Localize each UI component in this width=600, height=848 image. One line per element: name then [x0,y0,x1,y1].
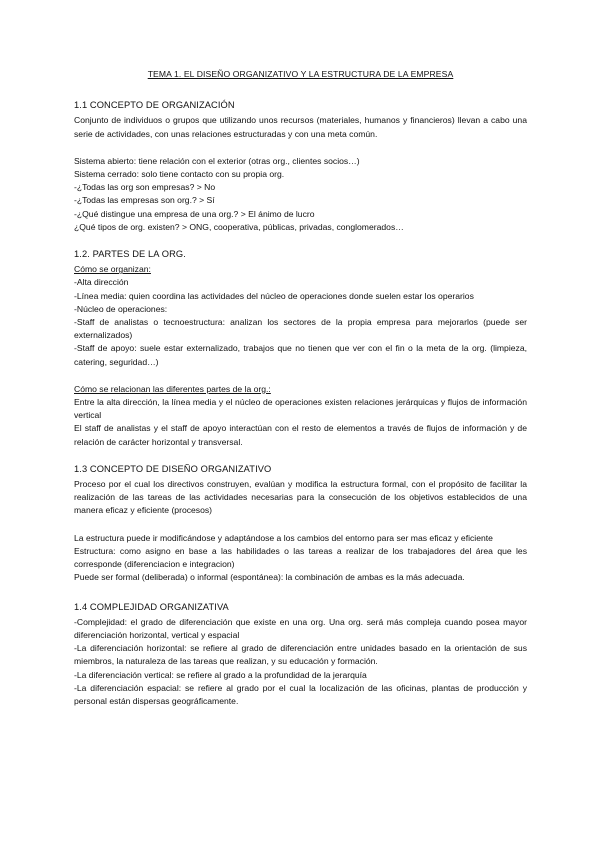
paragraph: Entre la alta dirección, la línea media y el núcleo de operaciones existen relaciones jerárquicas y flujos de información vertical [74,397,527,421]
paragraph: Conjunto de individuos o grupos que utilizando unos recursos (materiales, humanos y financieros) llevan a cabo una serie de actividades, con unas relaciones estructuradas y con una meta común. [74,115,527,139]
section-heading: 1.3 CONCEPTO DE DISEÑO ORGANIZATIVO [74,463,272,474]
text-line: -¿Todas las empresas son org.? > Sí [74,195,215,206]
document-title: TEMA 1. EL DISEÑO ORGANIZATIVO Y LA ESTRUCTURA DE LA EMPRESA [147,69,454,79]
text-line: ¿Qué tipos de org. existen? > ONG, cooperativa, públicas, privadas, conglomerados… [74,221,404,232]
section-partes-org [74,248,527,449]
sub-heading: Cómo se organizan: [74,264,151,275]
section-concepto-organizacion [74,99,527,234]
paragraph: -Staff de analistas o tecnoestructura: analizan los sectores de la propia empresa para mejorarlos (puede ser externalizados) [74,317,527,341]
paragraph: Puede ser formal (deliberada) o informal (espontánea): la combinación de ambas es la más adecuada. [74,572,465,583]
paragraph: La estructura puede ir modificándose y adaptándose a los cambios del entorno para ser mas eficaz y eficiente [74,532,493,543]
paragraph: -Staff de apoyo: suele estar externalizado, trabajos que no tienen que ver con el fin o la meta de la org. (limpieza, catering, seguridad…) [74,343,527,367]
paragraph: Proceso por el cual los directivos construyen, evalúan y modifica la estructura formal, con el propósito de facilitar la realización de las tareas de las actividades necesarias para la consecución de los objetivos establecidos de una manera eficaz y eficiente (procesos) [74,479,527,516]
section-heading: 1.4 COMPLEJIDAD ORGANIZATIVA [74,601,229,612]
text-line: Sistema abierto: tiene relación con el exterior (otras org., clientes socios…) [74,155,360,166]
section-heading: 1.1 CONCEPTO DE ORGANIZACIÓN [74,100,235,111]
sub-heading: Cómo se relacionan las diferentes partes de la org.: [74,383,271,394]
paragraph: El staff de analistas y el staff de apoyo interactúan con el resto de elementos a través de flujos de información y de relación de carácter horizontal y transversal. [74,423,527,447]
text-line: -Núcleo de operaciones: [74,303,168,314]
text-line: -¿Todas las org son empresas? > No [74,182,216,193]
paragraph: -Complejidad: el grado de diferenciación que existe en una org. Una org. será más compleja cuando posea mayor diferenciación horizontal, vertical y espacial [74,616,527,640]
text-line: Sistema cerrado: solo tiene contacto con su propia org. [74,169,285,180]
paragraph: -La diferenciación espacial: se refiere al grado por el cual la localización de las oficinas, plantas de producción y personal están dispersas geográficamente. [74,682,527,706]
paragraph: -Línea media: quien coordina las actividades del núcleo de operaciones donde suelen estar los operarios [74,290,474,301]
document-body [74,68,527,708]
paragraph: Estructura: como asigno en base a las habilidades o las tareas a realizar de los trabajadores del área que les corresponde (diferenciacion e integracion) [74,545,527,570]
paragraph: -La diferenciación horizontal: se refiere al grado de diferenciación entre unidades basado en la orientación de sus miembros, la naturaleza de las tareas que realizan, y su educación y formación. [74,643,527,667]
text-line: -La diferenciación vertical: se refiere al grado a la profundidad de la jerarquía [74,669,367,680]
text-line: -¿Qué distingue una empresa de una org.? > El ánimo de lucro [74,208,315,219]
text-line: -Alta dirección [74,277,129,288]
section-complejidad-organizativa [74,601,527,709]
section-diseno-organizativo [74,463,527,585]
section-heading: 1.2. PARTES DE LA ORG. [74,249,186,260]
